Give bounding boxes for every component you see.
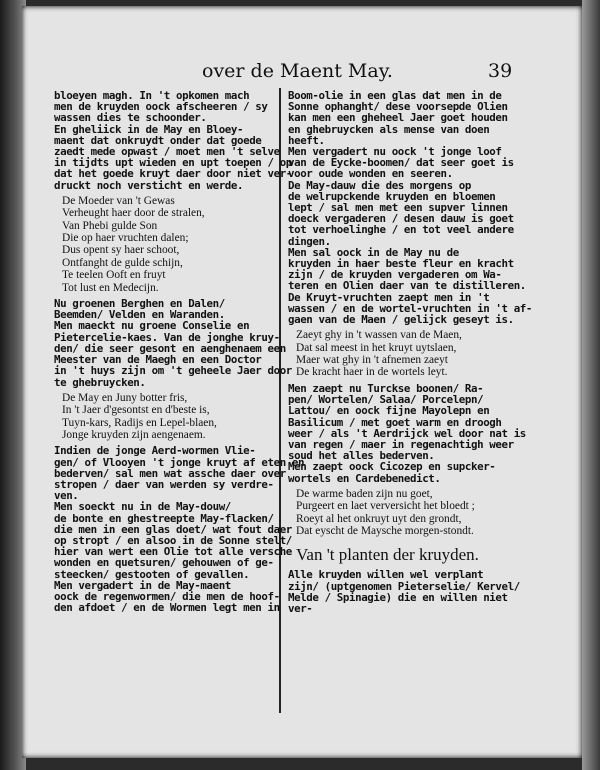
paragraph: bloeyen magh. In 't opkomen mach men de kruyden oock afscheeren / sy wassen dies te schoonder. <box>54 89 268 125</box>
paragraph: Alle kruyden willen wel verplant zijn/ (uptgenomen Pieterselie/ Kervel/ Melde / Spinagie) die en willen niet ver- <box>288 568 520 615</box>
verse: Zaeyt ghy in 't wassen van de Maen, Dat sal meest in het kruyt uytslaen, Maer wat ghy in 't afnemen zaeyt De kracht haer in de wortels leyt. <box>296 329 462 379</box>
verse: De warme baden zijn nu goet, Purgeert en laet verversicht het bloedt ; Roeyt al het onkruyt uyt den grondt, Dat eyscht de Maysche morgen-stondt. <box>296 487 475 537</box>
paragraph: De May-dauw die des morgens op de welrupckende kruyden en bloemen lept / sal men met een supver linnen doeck vergaderen / desen dauw is goet tot verhoelinghe / en tot veel andere dingen. <box>288 178 514 248</box>
section-heading: Van 't planten der kruyden. <box>296 545 479 565</box>
right-column <box>288 90 538 614</box>
paragraph: Men soeckt nu in de May-douw/ de bonte en ghestreepte May-flacken/ die men in een glas doet/ wat fout daer op stropt / en alsoo in de Sonne stelt/ hier van wert een Olie tot alle versche wonden en quetsuren/ gehouwen of ge- steecken/ gestooten of gevallen. <box>54 500 292 581</box>
paragraph: Men vergadert in de May-maent oock de regenwormen/ die men de hoof- den afdoet / en de Wormen legt men in <box>54 578 280 615</box>
paragraph: Boom-olie in een glas dat men in de Sonne ophanght/ dese voorsepde Olien kan men een gheheel Jaer goet houden en ghebruycken als mense van doen heeft. <box>288 89 508 147</box>
paragraph: Men vergadert nu oock 't jonge loof van de Eycke-boomen/ dat seer goet is voor oude wonden en seeren. <box>288 145 514 181</box>
left-column <box>54 89 305 615</box>
page-number: 39 <box>488 60 513 82</box>
book-page <box>22 6 582 758</box>
paragraph: Men zaept nu Turckse boonen/ Ra- pen/ Wortelen/ Salaa/ Porcelepn/ Lattou/ en oock fijne Mayolepn en Basilicum / met goet warm en droogh weer / als 't Aerdrijck wel door nat is van regen / maer in regenachtigh weer soud het alles bederven. <box>288 381 526 463</box>
paragraph: Men zaept oock Cicozep en supcker- wortels en Cardebenedict. <box>288 460 496 485</box>
paragraph: En gheliick in de May en Bloey- maent dat onkruydt onder dat goede zaedt mede opwast / moet men 't selve in tijdts upt wieden en upt toepen / op dat het goede kruyt daer door niet ver- druckt noch versticht en werde. <box>54 122 292 192</box>
paragraph: De Kruyt-vruchten zaept men in 't wassen / en de wortel-vruchten in 't af- gaen van de Maen / gelijck geseyt is. <box>288 290 533 327</box>
verse: De May en Juny botter fris, In 't Jaer d'gesontst en d'beste is, Tuyn-kars, Radijs en Lepel-blaen, Jonge kruyden zijn aengenaem. <box>62 391 217 441</box>
paragraph: Men maeckt nu groene Conselie en Pietercelie-kaes. Van de jonghe kruy- den/ die seer gesont en aenghenaem een Meester van de Maegh en een Doctor in 't huys zijn om 't geheele Jaer door te ghebruycken. <box>54 319 292 389</box>
paragraph: Indien de jonge Aerd-wormen Vlie- gen/ of Vlooyen 't jonge kruyt af eten en bederven/ sal men wat assche daer over stropen / daer van werden sy verdre- ven. <box>54 444 305 503</box>
paragraph: Nu groenen Berghen en Dalen/ Beemden/ Velden en Waranden. <box>54 297 225 322</box>
running-header: over de Maent May. <box>202 60 393 82</box>
verse: De Moeder van 't Gewas Verheught haer door de stralen, Van Phebi gulde Son Die op haer vruchten dalen; Dus opent sy haer schoot, Ontfanght de gulde schijn, Te teelen Ooft en fruyt Tot lust en Medecijn. <box>62 194 205 294</box>
page-edge <box>582 0 600 770</box>
paragraph: Men sal oock in de May nu de kruyden in haer beste fleur en kracht zijn / de kruyden vergaderen om Wa- teren en Olien daer van te distilleren. <box>288 245 526 293</box>
